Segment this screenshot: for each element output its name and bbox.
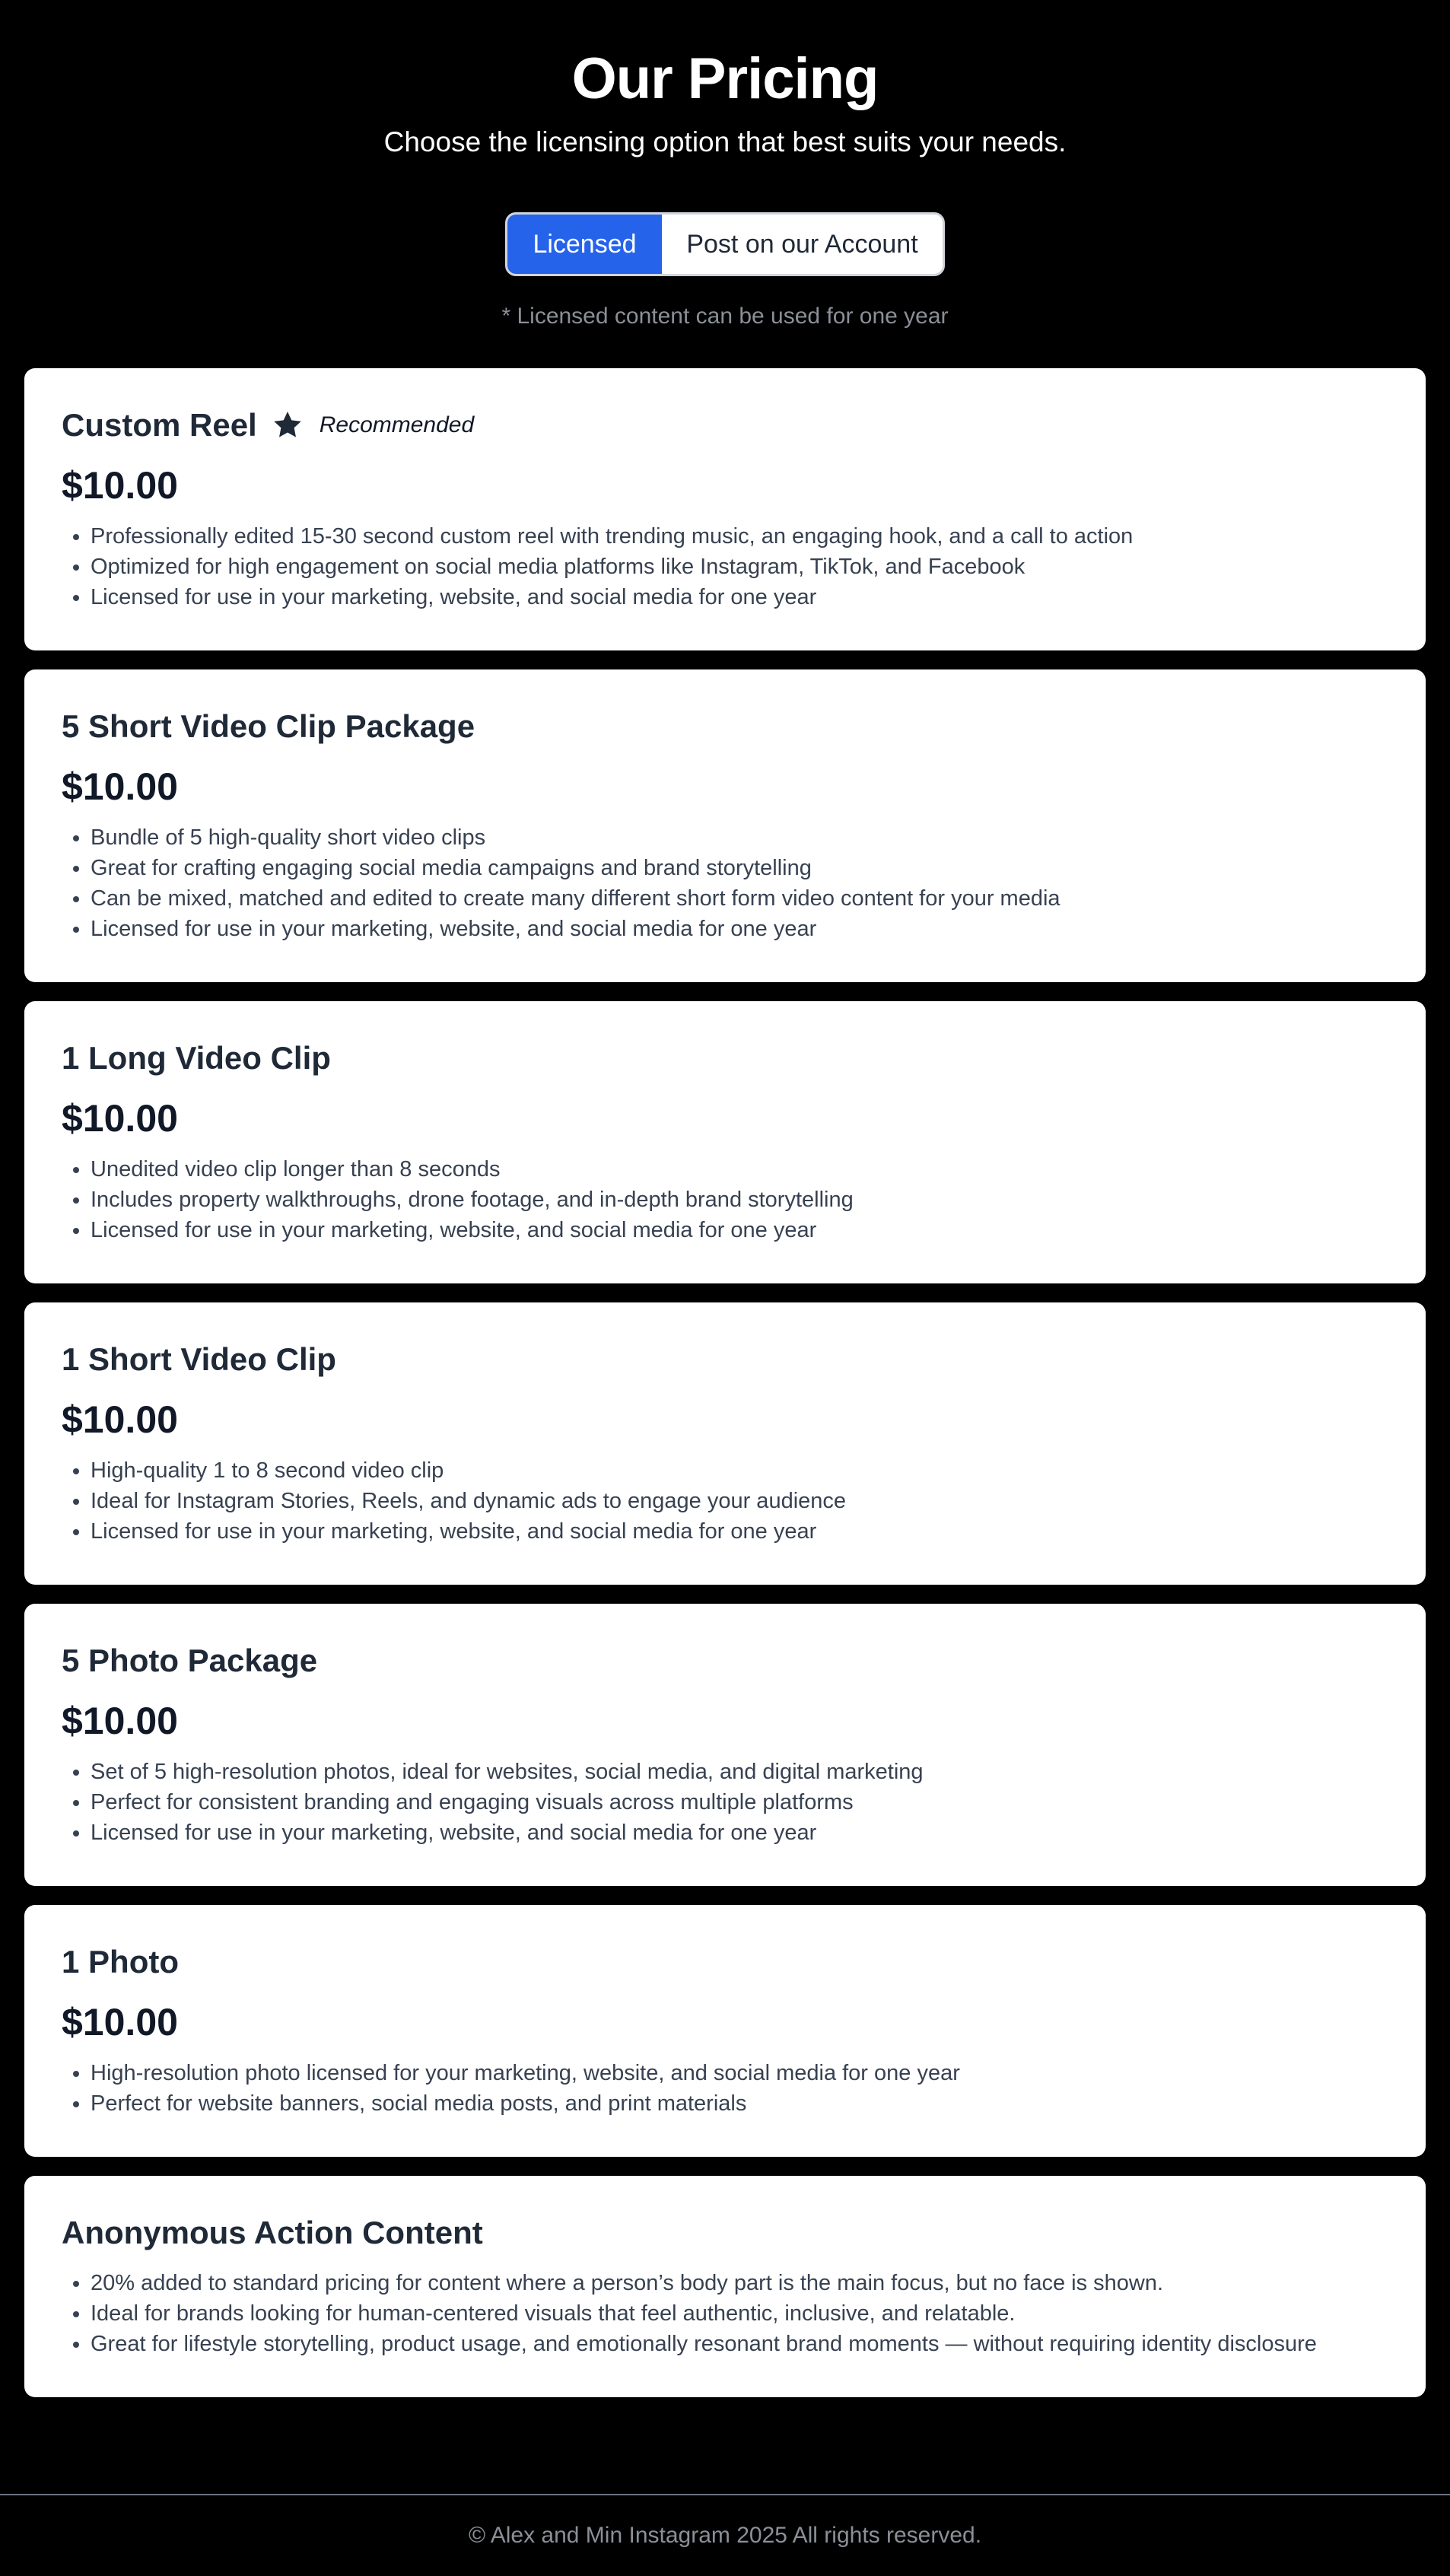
feature-item: • 20% added to standard pricing for content where a person’s body part is the main focus, but no face is shown. [91, 2268, 1389, 2298]
feature-item: • Unedited video clip longer than 8 seconds [91, 1154, 1389, 1185]
feature-item: • Perfect for consistent branding and engaging visuals across multiple platforms [91, 1787, 1389, 1818]
feature-item: • Licensed for use in your marketing, website, and social media for one year [91, 1215, 1389, 1245]
feature-item: • Licensed for use in your marketing, website, and social media for one year [91, 582, 1389, 612]
feature-list [62, 1455, 1389, 1547]
recommended-badge: Recommended [319, 412, 475, 437]
pricing-card-1-short-video-clip [24, 1302, 1426, 1585]
card-price: $10.00 [62, 1097, 178, 1140]
pricing-card-5-photo-package [24, 1604, 1426, 1886]
feature-item: • Professionally edited 15-30 second custom reel with trending music, an engaging hook, and a call to action [91, 521, 1389, 552]
feature-item: • Licensed for use in your marketing, website, and social media for one year [91, 1516, 1389, 1547]
feature-list [62, 822, 1389, 944]
feature-item: • Includes property walkthroughs, drone footage, and in-depth brand storytelling [91, 1185, 1389, 1215]
card-price: $10.00 [62, 1700, 178, 1742]
feature-list [62, 2268, 1389, 2359]
card-title: 1 Long Video Clip [62, 1040, 331, 1076]
footer-copyright: © Alex and Min Instagram 2025 All rights reserved. [468, 2523, 982, 2548]
card-price: $10.00 [62, 2001, 178, 2043]
toggle-licensed-button[interactable]: Licensed [507, 215, 662, 274]
feature-item: • Optimized for high engagement on social media platforms like Instagram, TikTok, and Facebook [91, 552, 1389, 582]
feature-item: • Bundle of 5 high-quality short video clips [91, 822, 1389, 853]
feature-list [62, 521, 1389, 612]
feature-item: • Licensed for use in your marketing, website, and social media for one year [91, 914, 1389, 944]
card-title: Anonymous Action Content [62, 2215, 483, 2250]
pricing-card-custom-reel [24, 368, 1426, 650]
feature-item: • Great for lifestyle storytelling, product usage, and emotionally resonant brand moments — without requiring identity disclosure [91, 2329, 1389, 2359]
feature-item: • Ideal for brands looking for human-centered visuals that feel authentic, inclusive, and relatable. [91, 2298, 1389, 2329]
license-toggle [505, 212, 945, 276]
pricing-card-anonymous-action-content [24, 2176, 1426, 2397]
card-price: $10.00 [62, 464, 178, 507]
feature-item: • Licensed for use in your marketing, website, and social media for one year [91, 1818, 1389, 1848]
pricing-card-1-photo [24, 1905, 1426, 2157]
feature-item: • High-quality 1 to 8 second video clip [91, 1455, 1389, 1486]
feature-item: • Set of 5 high-resolution photos, ideal for websites, social media, and digital marketing [91, 1757, 1389, 1787]
page-subtitle: Choose the licensing option that best suits your needs. [383, 126, 1067, 157]
card-title: 1 Photo [62, 1944, 179, 1980]
card-title: 1 Short Video Clip [62, 1341, 336, 1377]
feature-item: • Great for crafting engaging social media campaigns and brand storytelling [91, 853, 1389, 883]
page-title: Our Pricing [571, 46, 879, 111]
feature-list [62, 2058, 1389, 2119]
card-title: 5 Photo Package [62, 1643, 318, 1678]
feature-item: • Ideal for Instagram Stories, Reels, and dynamic ads to engage your audience [91, 1486, 1389, 1516]
feature-item: • Can be mixed, matched and edited to create many different short form video content for your media [91, 883, 1389, 914]
footer-divider [0, 2494, 1450, 2495]
card-title: 5 Short Video Clip Package [62, 708, 475, 744]
star-icon [271, 409, 304, 442]
feature-item: • High-resolution photo licensed for your marketing, website, and social media for one year [91, 2058, 1389, 2088]
toggle-post-on-account-button[interactable]: Post on our Account [686, 229, 918, 259]
feature-list [62, 1154, 1389, 1245]
pricing-card-1-long-video-clip [24, 1001, 1426, 1283]
feature-list [62, 1757, 1389, 1848]
card-title: Custom Reel [62, 407, 257, 443]
license-note: * Licensed content can be used for one year [501, 304, 949, 329]
card-price: $10.00 [62, 765, 178, 808]
pricing-card-5-short-video-clip-package [24, 669, 1426, 982]
card-price: $10.00 [62, 1398, 178, 1441]
feature-item: • Perfect for website banners, social media posts, and print materials [91, 2088, 1389, 2119]
